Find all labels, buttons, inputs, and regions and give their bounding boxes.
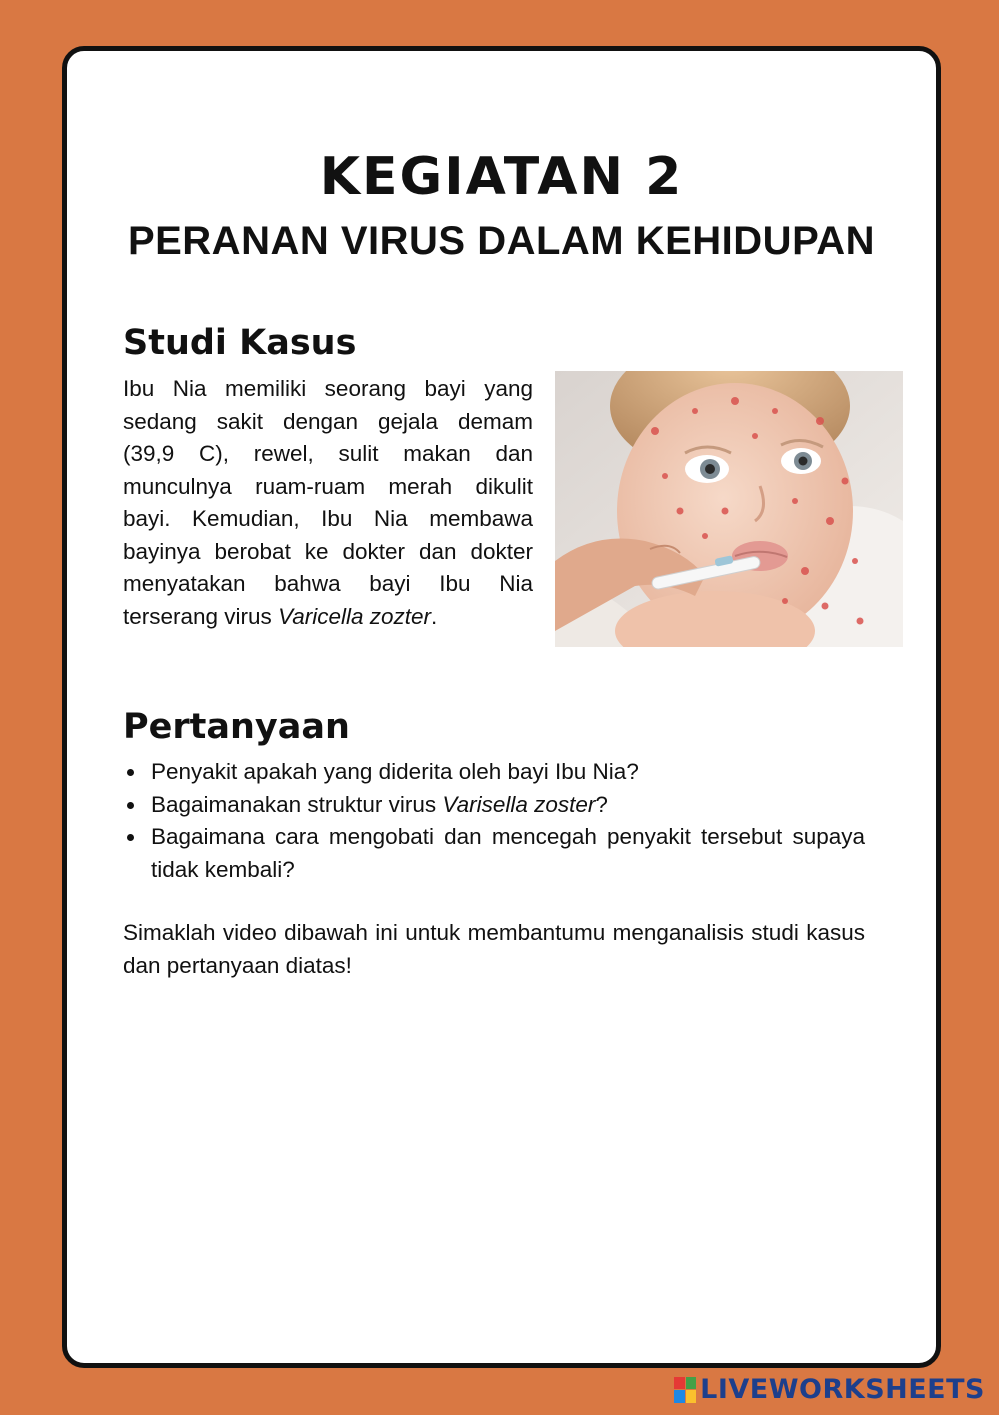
questions-heading: Pertanyaan	[123, 707, 350, 747]
page-title: KEGIATAN 2	[319, 147, 684, 207]
liveworksheets-logo-icon	[674, 1377, 696, 1403]
list-item: Bagaimanakan struktur virus Varisella zoster?	[123, 789, 865, 822]
virus-name: Varicella zozter	[278, 603, 432, 629]
page-subtitle: PERANAN VIRUS DALAM KEHIDUPAN	[127, 219, 876, 263]
liveworksheets-brand[interactable]	[674, 1374, 985, 1405]
virus-name-question: Varisella zoster	[442, 791, 596, 817]
brand-name: LIVEWORKSHEETS	[700, 1374, 985, 1405]
list-item: Bagaimana cara mengobati dan mencegah penyakit tersebut supaya tidak kembali?	[123, 821, 865, 886]
questions-list	[123, 756, 865, 886]
closing-instruction: Simaklah video dibawah ini untuk membantumu menganalisis studi kasus dan pertanyaan diatas!	[123, 920, 865, 978]
case-study-heading: Studi Kasus	[123, 323, 357, 363]
case-study-text: Ibu Nia memiliki seorang bayi yang sedang sakit dengan gejala demam (39,9 C), rewel, sulit makan dan munculnya ruam-ruam merah dikulit bayi. Kemudian, Ibu Nia membawa bayinya berobat ke dokter dan dokter menyatakan bahwa bayi Ibu Nia terserang virus Varicella zozter.	[123, 376, 533, 629]
worksheet-card	[62, 46, 941, 1368]
list-item: Penyakit apakah yang diderita oleh bayi Ibu Nia?	[123, 756, 865, 789]
baby-with-rash-photo	[555, 371, 903, 647]
